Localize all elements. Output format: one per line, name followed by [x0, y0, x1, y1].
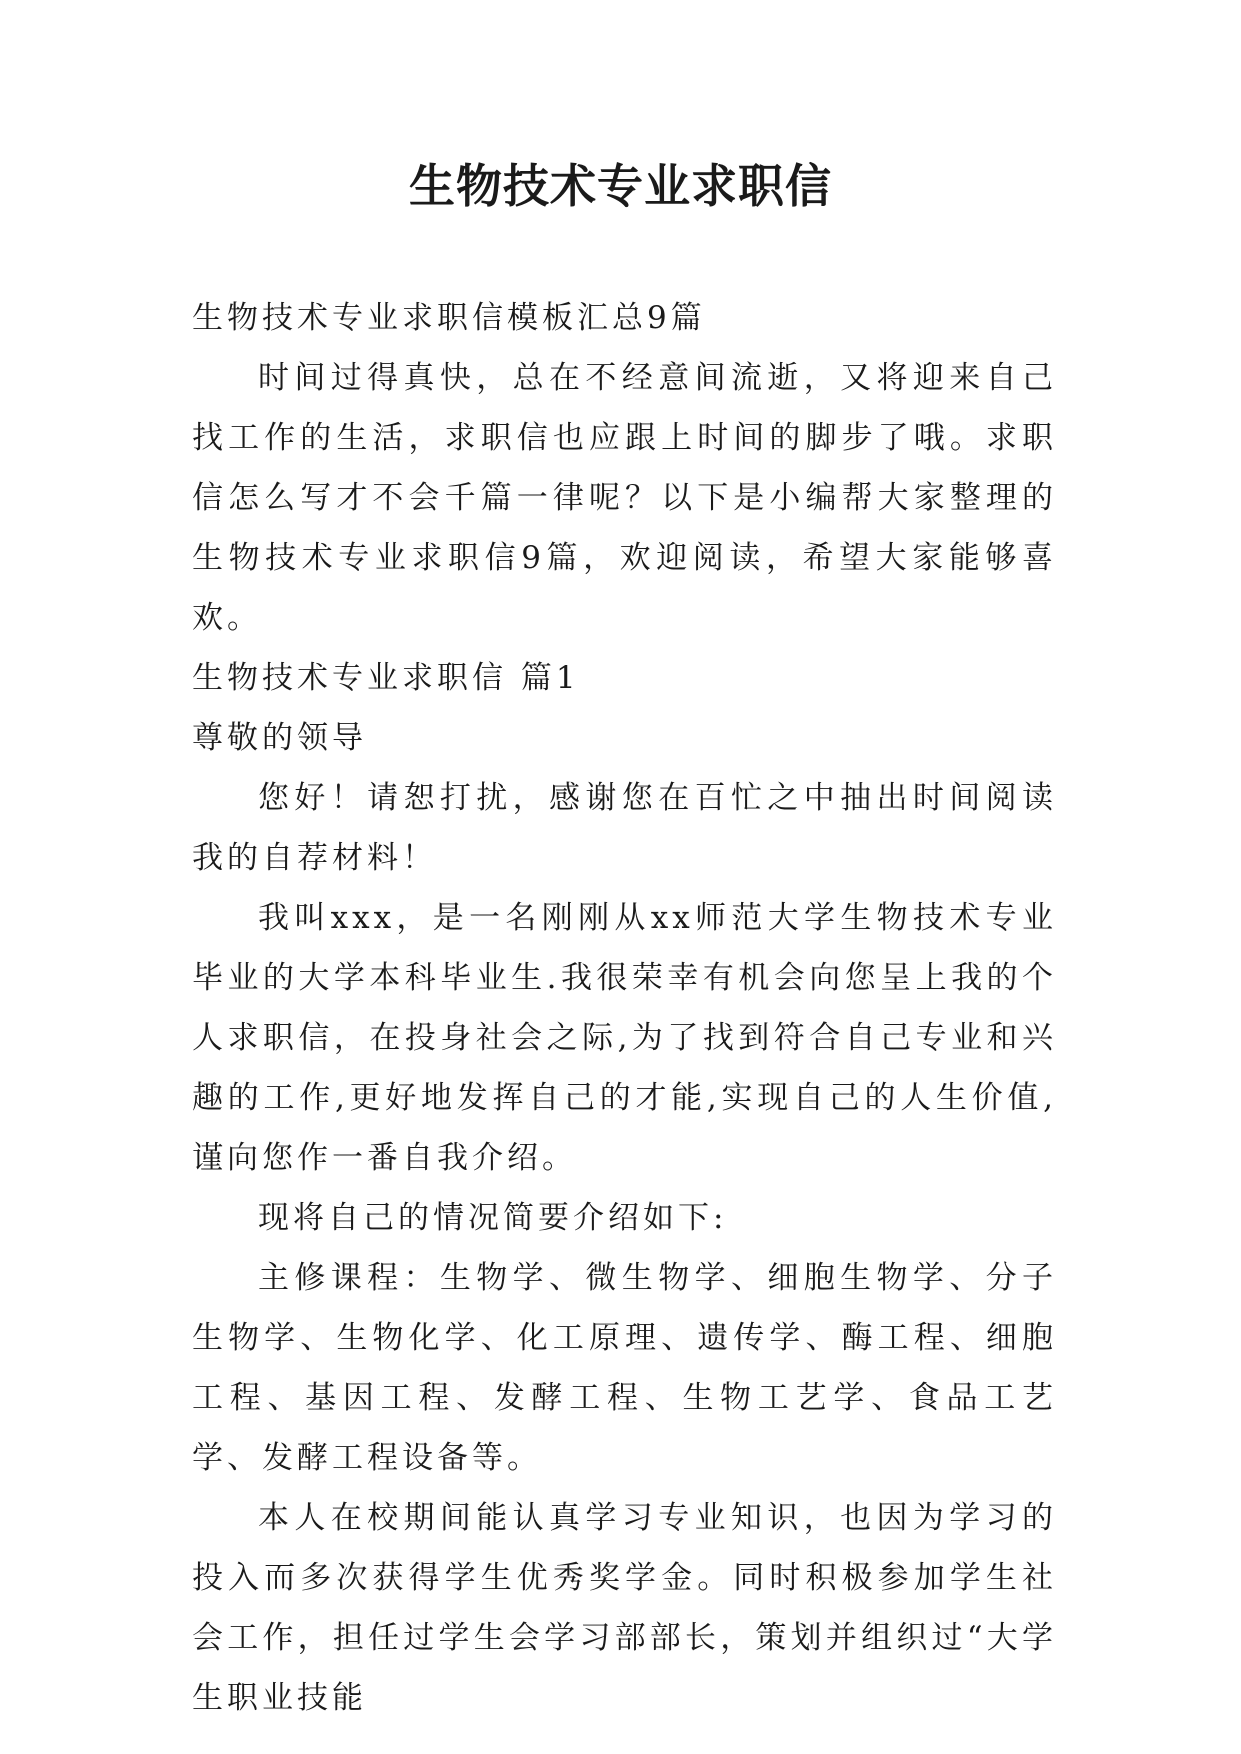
document-body: [192, 288, 1057, 1728]
intro-paragraph: 时间过得真快，总在不经意间流逝，又将迎来自己找工作的生活，求职信也应跟上时间的脚步了哦。求职信怎么写才不会千篇一律呢？以下是小编帮大家整理的生物技术专业求职信9篇，欢迎阅读，希望大家能够喜欢。: [192, 360, 1057, 636]
self-intro-paragraph: 我叫xxx，是一名刚刚从xx师范大学生物技术专业毕业的大学本科毕业生.我很荣幸有机会向您呈上我的个人求职信，在投身社会之际,为了找到符合自己专业和兴趣的工作,更好地发挥自己的才能,实现自己的人生价值,谨向您作一番自我介绍。: [192, 900, 1057, 1176]
courses-paragraph: 主修课程：生物学、微生物学、细胞生物学、分子生物学、生物化学、化工原理、遗传学、酶工程、细胞工程、基因工程、发酵工程、生物工艺学、食品工艺学、发酵工程设备等。: [192, 1260, 1057, 1476]
overview-paragraph: 现将自己的情况简要介绍如下:: [258, 1200, 728, 1236]
salutation: 尊敬的领导: [192, 720, 367, 756]
activities-paragraph: 本人在校期间能认真学习专业知识，也因为学习的投入而多次获得学生优秀奖学金。同时积极参加学生社会工作，担任过学生会学习部部长，策划并组织过“大学生职业技能: [192, 1500, 1057, 1716]
subtitle-line: 生物技术专业求职信模板汇总9篇: [192, 300, 706, 336]
greeting-paragraph: 您好！请恕打扰，感谢您在百忙之中抽出时间阅读我的自荐材料！: [192, 780, 1057, 876]
section-heading: 生物技术专业求职信 篇1: [192, 660, 580, 696]
page-title: 生物技术专业求职信: [409, 159, 832, 213]
